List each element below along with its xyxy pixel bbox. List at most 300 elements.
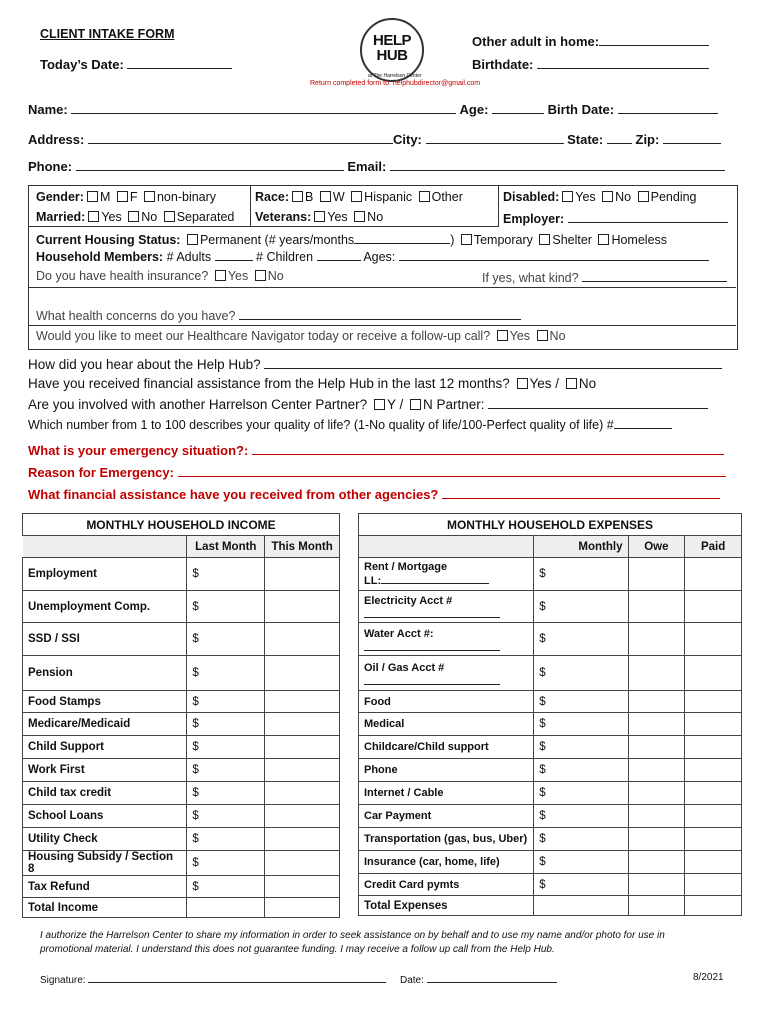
- expenses-col-monthly: Monthly: [534, 536, 628, 558]
- disabled-row: [503, 190, 697, 204]
- income-row: [23, 759, 340, 782]
- gender-label: Gender:: [36, 190, 84, 204]
- income-row-label: Child tax credit: [23, 782, 187, 805]
- expense-total-label: Total Expenses: [359, 896, 534, 916]
- income-table: [22, 513, 340, 918]
- income-row-label: SSD / SSI: [23, 623, 187, 656]
- other-adult-field[interactable]: [472, 33, 709, 49]
- married-row: [36, 210, 234, 224]
- expense-row-label-cell: [359, 851, 534, 874]
- expense-row-label-cell: [359, 558, 534, 591]
- income-col-last: Last Month: [187, 536, 265, 558]
- expense-monthly-cell[interactable]: $: [534, 623, 628, 656]
- expense-monthly-cell[interactable]: $: [534, 874, 628, 896]
- financial-yes-label: Yes /: [529, 376, 560, 391]
- income-total-label: Total Income: [23, 898, 187, 918]
- birth-date-input[interactable]: [618, 101, 718, 114]
- expense-row-label-cell: [359, 691, 534, 713]
- income-row: [23, 805, 340, 828]
- expense-row: [359, 874, 742, 896]
- emergency-situation-input[interactable]: [252, 442, 724, 455]
- gender-f-checkbox[interactable]: [117, 191, 128, 202]
- health-concerns-label: What health concerns do you have?: [36, 309, 236, 323]
- expense-monthly-cell[interactable]: $: [534, 736, 628, 759]
- expense-row-label: Medical: [364, 718, 405, 730]
- married-no-checkbox[interactable]: [128, 211, 139, 222]
- address-label: Address:: [28, 132, 85, 147]
- employer-label: Employer:: [503, 212, 565, 226]
- income-row-label: School Loans: [23, 805, 187, 828]
- race-row: [255, 190, 463, 204]
- expense-monthly-cell[interactable]: $: [534, 782, 628, 805]
- housing-shelter-checkbox[interactable]: [539, 234, 550, 245]
- expense-row-label-cell: [359, 623, 534, 656]
- expense-row-label-cell: [359, 656, 534, 691]
- email-input[interactable]: [390, 158, 725, 171]
- income-row-label: Work First: [23, 759, 187, 782]
- employer-row: [503, 210, 728, 226]
- expense-owe-cell[interactable]: [628, 851, 685, 874]
- expense-row-label-cell: [359, 874, 534, 896]
- income-this-month-cell[interactable]: [265, 691, 340, 713]
- quality-question: Which number from 1 to 100 describes your quality of life? (1-No quality of life/100-Perfect quality of life) #: [28, 418, 614, 432]
- disabled-label: Disabled:: [503, 190, 560, 204]
- form-version: 8/2021: [693, 972, 724, 983]
- income-row-label: Utility Check: [23, 828, 187, 851]
- income-this-month-cell[interactable]: [265, 656, 340, 691]
- hear-row: [28, 356, 722, 372]
- married-separated-checkbox[interactable]: [164, 211, 175, 222]
- age-label: Age:: [459, 102, 489, 117]
- box-row-divider-3: [28, 325, 736, 326]
- permanent-years-input[interactable]: [354, 231, 450, 244]
- zip-label: Zip:: [635, 132, 660, 147]
- gender-m-label: M: [99, 190, 111, 204]
- expense-owe-cell[interactable]: [628, 623, 685, 656]
- box-row-divider: [28, 226, 499, 227]
- income-this-month-cell[interactable]: [265, 876, 340, 898]
- adults-input[interactable]: [215, 248, 253, 261]
- partner-y-label: Y /: [386, 397, 404, 412]
- financial-no-checkbox[interactable]: [566, 378, 577, 389]
- expense-row: [359, 591, 742, 623]
- income-last-month-cell[interactable]: $: [187, 876, 265, 898]
- partner-question: Are you involved with another Harrelson Center Partner?: [28, 397, 368, 412]
- hear-question: How did you hear about the Help Hub?: [28, 357, 261, 372]
- income-row: [23, 876, 340, 898]
- expense-owe-cell[interactable]: [628, 656, 685, 691]
- financial-question: Have you received financial assistance from the Help Hub in the last 12 months?: [28, 376, 510, 391]
- phone-label: Phone:: [28, 159, 73, 174]
- logo-line1: HELP: [372, 32, 411, 49]
- other-agencies-row: [28, 486, 720, 502]
- income-row: [23, 713, 340, 736]
- income-total-last[interactable]: [187, 898, 265, 918]
- date-label: Date:: [400, 975, 424, 986]
- expense-paid-cell[interactable]: [685, 805, 742, 828]
- expense-owe-cell[interactable]: [628, 874, 685, 896]
- other-agencies-label: What financial assistance have you received from other agencies?: [28, 487, 439, 502]
- gender-row: [36, 190, 216, 204]
- date-row: [400, 972, 557, 986]
- financial-yes-checkbox[interactable]: [517, 378, 528, 389]
- gender-f-label: F: [129, 190, 138, 204]
- return-note: Return completed form to: helphubdirector@gmail.com: [310, 80, 481, 87]
- income-last-month-cell[interactable]: $: [187, 623, 265, 656]
- employer-input[interactable]: [568, 210, 728, 223]
- name-row: [28, 101, 718, 117]
- income-row: [23, 656, 340, 691]
- disabled-no-checkbox[interactable]: [602, 191, 613, 202]
- household-row: [36, 248, 709, 264]
- income-last-month-cell[interactable]: $: [187, 851, 265, 876]
- expense-owe-cell[interactable]: [628, 691, 685, 713]
- income-last-month-cell[interactable]: $: [187, 558, 265, 591]
- partner-input[interactable]: [488, 396, 708, 409]
- insurance-no-label: No: [267, 269, 284, 283]
- partner-n-label: N Partner:: [422, 397, 485, 412]
- form-title: CLIENT INTAKE FORM: [40, 27, 175, 41]
- expense-monthly-cell[interactable]: $: [534, 851, 628, 874]
- married-yes-label: Yes: [101, 210, 122, 224]
- income-last-month-cell[interactable]: $: [187, 782, 265, 805]
- disabled-pending-label: Pending: [650, 190, 697, 204]
- housing-homeless-checkbox[interactable]: [598, 234, 609, 245]
- signature-label: Signature:: [40, 975, 86, 986]
- married-yes-checkbox[interactable]: [88, 211, 99, 222]
- expense-total-monthly[interactable]: [534, 896, 628, 916]
- birthdate-field[interactable]: [472, 56, 709, 72]
- race-w-checkbox[interactable]: [320, 191, 331, 202]
- expense-row-label: Childcare/Child support: [364, 741, 489, 753]
- emergency-situation-label: What is your emergency situation?:: [28, 443, 249, 458]
- income-last-month-cell[interactable]: $: [187, 656, 265, 691]
- expense-monthly-cell[interactable]: $: [534, 656, 628, 691]
- housing-temporary-label: Temporary: [473, 233, 533, 247]
- expense-row: [359, 713, 742, 736]
- income-row: [23, 591, 340, 623]
- expense-monthly-cell[interactable]: $: [534, 558, 628, 591]
- account-number-input[interactable]: [364, 674, 500, 685]
- disabled-yes-label: Yes: [575, 190, 596, 204]
- expense-row-label-cell: [359, 828, 534, 851]
- income-col-this: This Month: [265, 536, 340, 558]
- expense-paid-cell[interactable]: [685, 874, 742, 896]
- expense-row: [359, 691, 742, 713]
- age-input[interactable]: [492, 101, 544, 114]
- expense-monthly-cell[interactable]: $: [534, 828, 628, 851]
- insurance-kind-input[interactable]: [582, 269, 727, 282]
- expense-monthly-cell[interactable]: $: [534, 759, 628, 782]
- insurance-no-checkbox[interactable]: [255, 270, 266, 281]
- box-divider-1: [250, 185, 251, 226]
- expense-row: [359, 558, 742, 591]
- income-row-label: Pension: [23, 656, 187, 691]
- expense-row: [359, 851, 742, 874]
- income-row: [23, 623, 340, 656]
- expense-paid-cell[interactable]: [685, 591, 742, 623]
- expense-row-label-cell: [359, 805, 534, 828]
- income-row: [23, 782, 340, 805]
- income-header-blank: [23, 536, 187, 558]
- income-this-month-cell[interactable]: [265, 759, 340, 782]
- emergency-reason-label: Reason for Emergency:: [28, 465, 174, 480]
- income-last-month-cell[interactable]: $: [187, 591, 265, 623]
- name-label: Name:: [28, 102, 68, 117]
- ages-input[interactable]: [399, 248, 709, 261]
- phone-input[interactable]: [76, 158, 344, 171]
- insurance-question: Do you have health insurance?: [36, 269, 209, 283]
- expense-paid-cell[interactable]: [685, 736, 742, 759]
- expense-row-label: Oil / Gas Acct #: [364, 661, 445, 674]
- todays-date-label: Today’s Date:: [40, 57, 124, 72]
- landlord-line[interactable]: [364, 573, 528, 587]
- expense-row: [359, 759, 742, 782]
- financial-no-label: No: [578, 376, 597, 391]
- expense-owe-cell[interactable]: [628, 805, 685, 828]
- expense-row-label-cell: [359, 713, 534, 736]
- race-b-checkbox[interactable]: [292, 191, 303, 202]
- partner-row: [28, 396, 708, 412]
- expense-owe-cell[interactable]: [628, 713, 685, 736]
- income-this-month-cell[interactable]: [265, 782, 340, 805]
- address-row: [28, 131, 721, 147]
- insurance-kind-row: [482, 269, 727, 285]
- zip-input[interactable]: [663, 131, 721, 144]
- expense-monthly-cell[interactable]: $: [534, 713, 628, 736]
- veterans-yes-checkbox[interactable]: [314, 211, 325, 222]
- income-row-label: Employment: [23, 558, 187, 591]
- income-last-month-cell[interactable]: $: [187, 691, 265, 713]
- signature-row: [40, 972, 386, 986]
- navigator-yes-checkbox[interactable]: [497, 330, 508, 341]
- address-input[interactable]: [88, 131, 393, 144]
- income-row: [23, 558, 340, 591]
- expense-paid-cell[interactable]: [685, 558, 742, 591]
- expense-paid-cell[interactable]: [685, 759, 742, 782]
- birth-date-label: Birth Date:: [547, 102, 615, 117]
- married-no-label: No: [141, 210, 158, 224]
- other-agencies-input[interactable]: [442, 486, 720, 499]
- expense-row-label: Electricity Acct #: [364, 595, 453, 607]
- race-label: Race:: [255, 190, 290, 204]
- box-row-divider-2: [28, 287, 736, 288]
- income-row-label: Housing Subsidy / Section 8: [23, 851, 187, 876]
- hear-input[interactable]: [264, 356, 722, 369]
- income-row-label: Food Stamps: [23, 691, 187, 713]
- insurance-yes-checkbox[interactable]: [215, 270, 226, 281]
- expense-row: [359, 828, 742, 851]
- income-this-month-cell[interactable]: [265, 736, 340, 759]
- adults-label: # Adults: [166, 250, 212, 264]
- todays-date-field[interactable]: [40, 56, 232, 72]
- income-this-month-cell[interactable]: [265, 623, 340, 656]
- expense-paid-cell[interactable]: [685, 851, 742, 874]
- housing-temporary-checkbox[interactable]: [461, 234, 472, 245]
- gender-m-checkbox[interactable]: [87, 191, 98, 202]
- expense-owe-cell[interactable]: [628, 782, 685, 805]
- expense-total-paid[interactable]: [685, 896, 742, 916]
- expense-row-label: Food: [364, 695, 391, 708]
- quality-input[interactable]: [614, 416, 672, 429]
- income-row: [23, 828, 340, 851]
- email-label: Email:: [347, 159, 387, 174]
- expenses-table: [358, 513, 742, 916]
- expense-monthly-cell[interactable]: $: [534, 691, 628, 713]
- expense-row-label: Internet / Cable: [364, 787, 444, 799]
- income-this-month-cell[interactable]: [265, 851, 340, 876]
- expenses-header-blank: [359, 536, 534, 558]
- box-divider-2: [498, 185, 499, 226]
- expense-monthly-cell[interactable]: $: [534, 805, 628, 828]
- expense-row-label: Rent / Mortgage: [364, 561, 448, 573]
- expense-paid-cell[interactable]: [685, 713, 742, 736]
- housing-homeless-label: Homeless: [611, 233, 668, 247]
- expense-row-label: Insurance (car, home, life): [364, 856, 500, 868]
- expenses-col-owe: Owe: [628, 536, 685, 558]
- landlord-input[interactable]: [381, 573, 489, 584]
- income-this-month-cell[interactable]: [265, 591, 340, 623]
- expense-row-label: Phone: [364, 764, 398, 776]
- housing-label: Current Housing Status:: [36, 233, 181, 247]
- income-title: MONTHLY HOUSEHOLD INCOME: [23, 514, 340, 536]
- partner-n-checkbox[interactable]: [410, 399, 421, 410]
- expense-owe-cell[interactable]: [628, 591, 685, 623]
- expense-row-label-cell: [359, 782, 534, 805]
- city-label: City:: [392, 132, 422, 147]
- children-label: # Children: [256, 250, 314, 264]
- income-last-month-cell[interactable]: $: [187, 713, 265, 736]
- income-last-month-cell[interactable]: $: [187, 828, 265, 851]
- income-row: [23, 851, 340, 876]
- navigator-no-label: No: [549, 329, 566, 343]
- authorize-line1: I authorize the Harrelson Center to share my information in order to seek assistance on by behalf and to use my name and/or photo for use in: [40, 930, 665, 941]
- navigator-question: Would you like to meet our Healthcare Navigator today or receive a follow-up call?: [36, 329, 491, 343]
- birthdate-label: Birthdate:: [472, 57, 534, 72]
- household-label: Household Members:: [36, 250, 164, 264]
- veterans-label: Veterans:: [255, 210, 312, 224]
- account-number-input[interactable]: [364, 607, 500, 618]
- expense-owe-cell[interactable]: [628, 558, 685, 591]
- expenses-col-paid: Paid: [685, 536, 742, 558]
- income-this-month-cell[interactable]: [265, 558, 340, 591]
- navigator-row: [36, 329, 566, 343]
- expense-row-label: Transportation (gas, bus, Uber): [364, 833, 528, 845]
- financial-row: [28, 376, 596, 391]
- housing-shelter-label: Shelter: [552, 233, 592, 247]
- expense-owe-cell[interactable]: [628, 736, 685, 759]
- emergency-reason-input[interactable]: [178, 464, 726, 477]
- income-row-label: Child Support: [23, 736, 187, 759]
- expense-monthly-cell[interactable]: $: [534, 591, 628, 623]
- expense-row-label: Credit Card pymts: [364, 878, 460, 891]
- income-last-month-cell[interactable]: $: [187, 805, 265, 828]
- state-input[interactable]: [607, 131, 632, 144]
- expense-row-label: Car Payment: [364, 810, 432, 822]
- married-separated-label: Separated: [176, 210, 235, 224]
- expense-row-label-cell: [359, 736, 534, 759]
- disabled-yes-checkbox[interactable]: [562, 191, 573, 202]
- income-last-month-cell[interactable]: $: [187, 736, 265, 759]
- expenses-title: MONTHLY HOUSEHOLD EXPENSES: [359, 514, 742, 536]
- disabled-pending-checkbox[interactable]: [638, 191, 649, 202]
- income-row-label: Medicare/Medicaid: [23, 713, 187, 736]
- city-input[interactable]: [426, 131, 564, 144]
- expense-owe-cell[interactable]: [628, 759, 685, 782]
- expense-paid-cell[interactable]: [685, 782, 742, 805]
- health-concerns-row: [36, 307, 521, 323]
- race-hispanic-label: Hispanic: [364, 190, 413, 204]
- race-hispanic-checkbox[interactable]: [351, 191, 362, 202]
- logo-line2: HUB: [376, 47, 408, 64]
- veterans-no-label: No: [367, 210, 384, 224]
- expense-total-row: [359, 896, 742, 916]
- expense-owe-cell[interactable]: [628, 828, 685, 851]
- income-last-month-cell[interactable]: $: [187, 759, 265, 782]
- race-other-label: Other: [431, 190, 463, 204]
- insurance-kind-label: If yes, what kind?: [482, 271, 579, 285]
- navigator-no-checkbox[interactable]: [537, 330, 548, 341]
- children-input[interactable]: [317, 248, 361, 261]
- emergency-situation-row: [28, 442, 724, 458]
- expense-paid-cell[interactable]: [685, 691, 742, 713]
- ages-label: Ages:: [363, 250, 396, 264]
- quality-row: [28, 416, 672, 432]
- date-input[interactable]: [427, 972, 557, 983]
- expense-row: [359, 805, 742, 828]
- signature-input[interactable]: [88, 972, 386, 983]
- veterans-no-checkbox[interactable]: [354, 211, 365, 222]
- veterans-row: [255, 210, 383, 224]
- housing-permanent-checkbox[interactable]: [187, 234, 198, 245]
- account-number-input[interactable]: [364, 640, 500, 651]
- housing-row: Current Housing Status: Permanent (# years/months ) Temporary Shelter Homeless: [36, 233, 668, 247]
- gender-nb-checkbox[interactable]: [144, 191, 155, 202]
- landlord-label: LL:: [364, 575, 382, 587]
- name-input[interactable]: [71, 101, 456, 114]
- income-this-month-cell[interactable]: [265, 713, 340, 736]
- race-b-label: B: [305, 190, 314, 204]
- expense-row: [359, 656, 742, 691]
- logo-subtitle: at The Harrelson Center: [368, 73, 422, 79]
- navigator-yes-label: Yes: [509, 329, 531, 343]
- expense-row: [359, 623, 742, 656]
- phone-row: [28, 158, 725, 174]
- race-w-label: W: [332, 190, 345, 204]
- race-other-checkbox[interactable]: [419, 191, 430, 202]
- housing-permanent-label: Permanent (# years/months: [199, 233, 355, 247]
- income-this-month-cell[interactable]: [265, 805, 340, 828]
- expense-paid-cell[interactable]: [685, 656, 742, 691]
- state-label: State:: [567, 132, 604, 147]
- partner-y-checkbox[interactable]: [374, 399, 385, 410]
- expense-paid-cell[interactable]: [685, 623, 742, 656]
- insurance-row: [36, 269, 284, 283]
- emergency-reason-row: [28, 464, 726, 480]
- insurance-yes-label: Yes: [227, 269, 249, 283]
- expense-paid-cell[interactable]: [685, 828, 742, 851]
- income-total-this[interactable]: [265, 898, 340, 918]
- gender-nb-label: non-binary: [156, 190, 217, 204]
- other-adult-label: Other adult in home:: [472, 34, 600, 49]
- health-concerns-input[interactable]: [239, 307, 521, 320]
- disabled-no-label: No: [615, 190, 632, 204]
- expense-row-label-cell: [359, 759, 534, 782]
- income-row-label: Tax Refund: [23, 876, 187, 898]
- income-this-month-cell[interactable]: [265, 828, 340, 851]
- expense-row-label: Water Acct #:: [364, 627, 434, 640]
- expense-total-owe[interactable]: [628, 896, 685, 916]
